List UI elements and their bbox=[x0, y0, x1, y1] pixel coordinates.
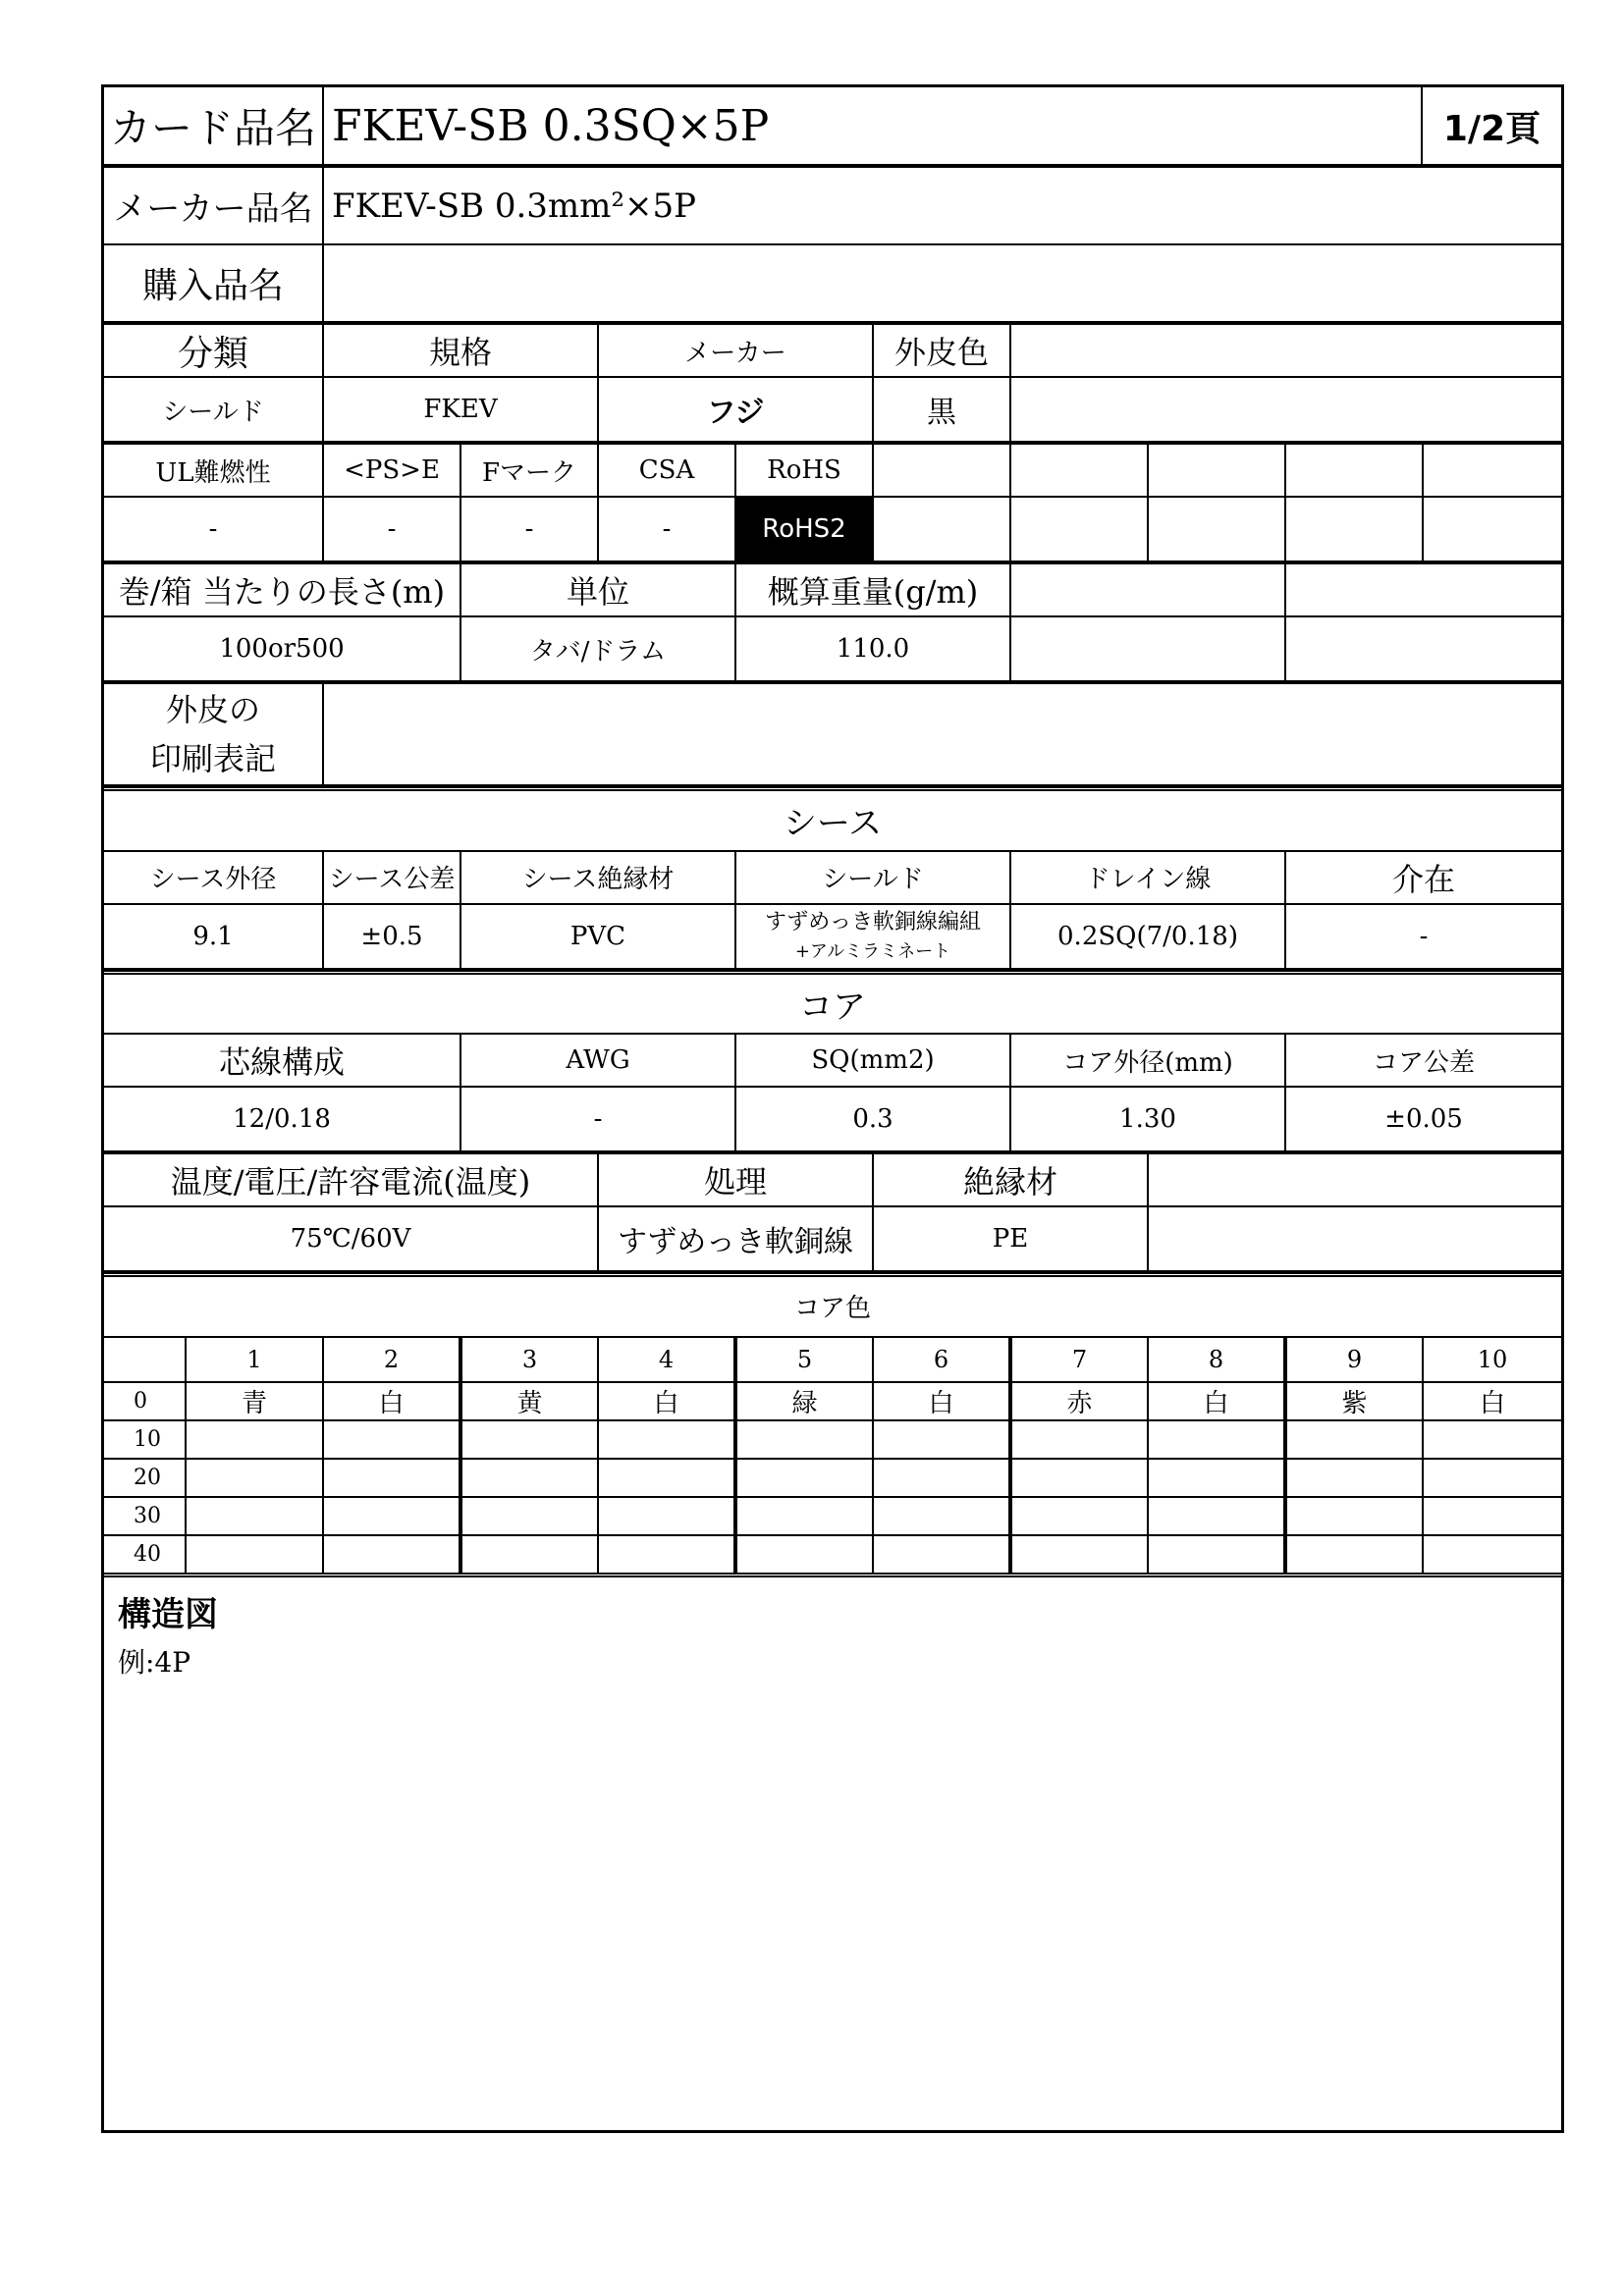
length-header: 巻/箱 当たりの長さ(m) bbox=[104, 563, 460, 616]
sheath-od-value: 9.1 bbox=[104, 904, 323, 969]
structure-diagram-example: 例:4P bbox=[118, 1646, 191, 1679]
color-cell bbox=[1010, 1497, 1148, 1535]
color-cell bbox=[1423, 1459, 1561, 1497]
color-row-label: 30 bbox=[104, 1497, 186, 1535]
jacket-color-header: 外皮色 bbox=[873, 324, 1010, 377]
color-cell bbox=[873, 1497, 1010, 1535]
color-row-label: 10 bbox=[104, 1420, 186, 1459]
insulation-value: PE bbox=[873, 1206, 1148, 1271]
color-cell bbox=[1285, 1420, 1423, 1459]
cert-blank-v2 bbox=[1010, 497, 1148, 561]
filler-value: - bbox=[1285, 904, 1561, 969]
color-cell: 白 bbox=[598, 1382, 735, 1420]
printed-table bbox=[104, 682, 1561, 786]
color-cell bbox=[598, 1535, 735, 1574]
certs-table bbox=[104, 443, 1561, 562]
classify-value: シールド bbox=[104, 377, 323, 442]
color-cell: 青 bbox=[186, 1382, 323, 1420]
color-cell bbox=[598, 1497, 735, 1535]
spec-sheet bbox=[101, 84, 1564, 2133]
color-cell: 白 bbox=[1423, 1382, 1561, 1420]
color-col-7: 7 bbox=[1010, 1337, 1148, 1382]
printed-marking-label bbox=[104, 683, 323, 785]
cert-blank-3 bbox=[1148, 444, 1285, 497]
color-cell bbox=[1423, 1497, 1561, 1535]
color-cell bbox=[1010, 1459, 1148, 1497]
core-section-title: コア bbox=[104, 972, 1561, 1034]
cert-blank-2 bbox=[1010, 444, 1148, 497]
sheath-tol-value: ±0.5 bbox=[323, 904, 460, 969]
standard-header: 規格 bbox=[323, 324, 598, 377]
standard-value: FKEV bbox=[323, 377, 598, 442]
conductor-header: 芯線構成 bbox=[104, 1034, 460, 1087]
classify-blank-value bbox=[1010, 377, 1561, 442]
color-col-3: 3 bbox=[460, 1337, 598, 1382]
filler-header: 介在 bbox=[1285, 851, 1561, 904]
card-name-label: カード品名 bbox=[104, 87, 323, 165]
color-cell bbox=[1148, 1497, 1285, 1535]
conductor-value: 12/0.18 bbox=[104, 1087, 460, 1151]
pse-header: <PS>E bbox=[323, 444, 460, 497]
manufacturer-value: フジ bbox=[598, 377, 873, 442]
cert-blank-v5 bbox=[1423, 497, 1561, 561]
printed-label-line1: 外皮の bbox=[165, 691, 260, 728]
core-colors-title: コア色 bbox=[104, 1275, 1561, 1337]
color-cell: 白 bbox=[1148, 1382, 1285, 1420]
color-cell: 紫 bbox=[1285, 1382, 1423, 1420]
classify-table bbox=[104, 323, 1561, 443]
core2-blank bbox=[1148, 1153, 1561, 1206]
color-cell bbox=[1285, 1459, 1423, 1497]
core-tol-header: コア公差 bbox=[1285, 1034, 1561, 1087]
sheath-insulation-value: PVC bbox=[460, 904, 735, 969]
shield-value bbox=[735, 904, 1010, 969]
color-col-9: 9 bbox=[1285, 1337, 1423, 1382]
color-cell bbox=[460, 1497, 598, 1535]
weight-value: 110.0 bbox=[735, 616, 1010, 681]
color-cell bbox=[1423, 1420, 1561, 1459]
length-blank-2 bbox=[1285, 563, 1561, 616]
color-cell bbox=[1285, 1497, 1423, 1535]
core2-blank-value bbox=[1148, 1206, 1561, 1271]
color-row-label: 0 bbox=[104, 1382, 186, 1420]
rohs-badge: RoHS2 bbox=[735, 497, 873, 561]
color-cell bbox=[873, 1459, 1010, 1497]
length-table bbox=[104, 562, 1561, 682]
color-cell bbox=[873, 1420, 1010, 1459]
sheath-od-header: シース外径 bbox=[104, 851, 323, 904]
color-col-5: 5 bbox=[735, 1337, 873, 1382]
core-od-header: コア外径(mm) bbox=[1010, 1034, 1285, 1087]
core-table-2 bbox=[104, 1152, 1561, 1272]
maker-table bbox=[104, 166, 1561, 323]
pse-value: - bbox=[323, 497, 460, 561]
card-name-value: FKEV-SB 0.3SQ×5P bbox=[323, 87, 1422, 165]
color-col-1: 1 bbox=[186, 1337, 323, 1382]
unit-value: タバ/ドラム bbox=[460, 616, 735, 681]
title-table bbox=[104, 87, 1561, 166]
color-corner bbox=[104, 1337, 186, 1382]
jacket-color-value: 黒 bbox=[873, 377, 1010, 442]
cert-blank-4 bbox=[1285, 444, 1423, 497]
cert-blank-1 bbox=[873, 444, 1010, 497]
shield-value-main: すずめっき軟銅線編組 bbox=[764, 910, 981, 934]
color-cell bbox=[323, 1497, 460, 1535]
color-col-8: 8 bbox=[1148, 1337, 1285, 1382]
color-cell: 緑 bbox=[735, 1382, 873, 1420]
cert-blank-5 bbox=[1423, 444, 1561, 497]
structure-diagram-title: 構造図 bbox=[118, 1595, 218, 1634]
color-col-6: 6 bbox=[873, 1337, 1010, 1382]
color-cell bbox=[186, 1459, 323, 1497]
color-cell: 白 bbox=[323, 1382, 460, 1420]
drain-wire-header: ドレイン線 bbox=[1010, 851, 1285, 904]
drain-wire-value: 0.2SQ(7/0.18) bbox=[1010, 904, 1285, 969]
color-row-label: 40 bbox=[104, 1535, 186, 1574]
color-cell bbox=[186, 1497, 323, 1535]
cert-blank-v3 bbox=[1148, 497, 1285, 561]
color-cell bbox=[1010, 1535, 1148, 1574]
color-cell bbox=[460, 1535, 598, 1574]
ul-flame-header: UL難燃性 bbox=[104, 444, 323, 497]
length-blank-v1 bbox=[1010, 616, 1285, 681]
length-blank-1 bbox=[1010, 563, 1285, 616]
color-cell bbox=[186, 1535, 323, 1574]
color-cell bbox=[873, 1535, 1010, 1574]
maker-name-label: メーカー品名 bbox=[104, 167, 323, 244]
shield-header: シールド bbox=[735, 851, 1010, 904]
cert-blank-v4 bbox=[1285, 497, 1423, 561]
awg-value: - bbox=[460, 1087, 735, 1151]
sheath-tol-header: シース公差 bbox=[323, 851, 460, 904]
color-col-10: 10 bbox=[1423, 1337, 1561, 1382]
csa-value: - bbox=[598, 497, 735, 561]
core-od-value: 1.30 bbox=[1010, 1087, 1285, 1151]
color-cell bbox=[460, 1459, 598, 1497]
manufacturer-header: メーカー bbox=[598, 324, 873, 377]
color-cell bbox=[598, 1459, 735, 1497]
color-col-4: 4 bbox=[598, 1337, 735, 1382]
page-indicator: 1/2頁 bbox=[1422, 87, 1561, 165]
color-cell bbox=[1285, 1535, 1423, 1574]
color-col-2: 2 bbox=[323, 1337, 460, 1382]
structure-diagram-area bbox=[104, 1573, 1561, 2130]
color-cell bbox=[598, 1420, 735, 1459]
classify-header: 分類 bbox=[104, 324, 323, 377]
color-cell bbox=[735, 1420, 873, 1459]
color-cell bbox=[323, 1420, 460, 1459]
f-mark-value: - bbox=[460, 497, 598, 561]
color-cell bbox=[323, 1459, 460, 1497]
temp-voltage-value: 75℃/60V bbox=[104, 1206, 598, 1271]
treatment-header: 処理 bbox=[598, 1153, 873, 1206]
temp-voltage-header: 温度/電圧/許容電流(温度) bbox=[104, 1153, 598, 1206]
color-cell: 黄 bbox=[460, 1382, 598, 1420]
csa-header: CSA bbox=[598, 444, 735, 497]
printed-marking-value bbox=[323, 683, 1561, 785]
color-cell bbox=[1148, 1459, 1285, 1497]
f-mark-header: Fマーク bbox=[460, 444, 598, 497]
color-cell bbox=[460, 1420, 598, 1459]
length-blank-v2 bbox=[1285, 616, 1561, 681]
color-cell bbox=[1010, 1420, 1148, 1459]
color-cell bbox=[1148, 1420, 1285, 1459]
ul-flame-value: - bbox=[104, 497, 323, 561]
color-cell bbox=[735, 1459, 873, 1497]
core-table bbox=[104, 970, 1561, 1153]
printed-label-line2: 印刷表記 bbox=[149, 740, 276, 777]
classify-blank bbox=[1010, 324, 1561, 377]
weight-header: 概算重量(g/m) bbox=[735, 563, 1010, 616]
maker-name-value: FKEV-SB 0.3mm²×5P bbox=[323, 167, 1561, 244]
treatment-value: すずめっき軟銅線 bbox=[598, 1206, 873, 1271]
sheath-insulation-header: シース絶縁材 bbox=[460, 851, 735, 904]
color-cell bbox=[186, 1420, 323, 1459]
purchase-name-label: 購入品名 bbox=[104, 244, 323, 322]
awg-header: AWG bbox=[460, 1034, 735, 1087]
sq-header: SQ(mm2) bbox=[735, 1034, 1010, 1087]
color-cell bbox=[735, 1497, 873, 1535]
color-cell: 赤 bbox=[1010, 1382, 1148, 1420]
color-cell: 白 bbox=[873, 1382, 1010, 1420]
color-cell bbox=[735, 1535, 873, 1574]
shield-value-sub: +アルミラミネート bbox=[794, 941, 951, 962]
color-cell bbox=[1423, 1535, 1561, 1574]
sheath-section-title: シース bbox=[104, 789, 1561, 851]
length-value: 100or500 bbox=[104, 616, 460, 681]
core-tol-value: ±0.05 bbox=[1285, 1087, 1561, 1151]
color-cell bbox=[323, 1535, 460, 1574]
purchase-name-value bbox=[323, 244, 1561, 322]
rohs-header: RoHS bbox=[735, 444, 873, 497]
cert-blank-v1 bbox=[873, 497, 1010, 561]
unit-header: 単位 bbox=[460, 563, 735, 616]
core-colors-table bbox=[104, 1272, 1561, 1575]
color-cell bbox=[1148, 1535, 1285, 1574]
sheath-table bbox=[104, 786, 1561, 970]
insulation-header: 絶縁材 bbox=[873, 1153, 1148, 1206]
color-row-label: 20 bbox=[104, 1459, 186, 1497]
sq-value: 0.3 bbox=[735, 1087, 1010, 1151]
